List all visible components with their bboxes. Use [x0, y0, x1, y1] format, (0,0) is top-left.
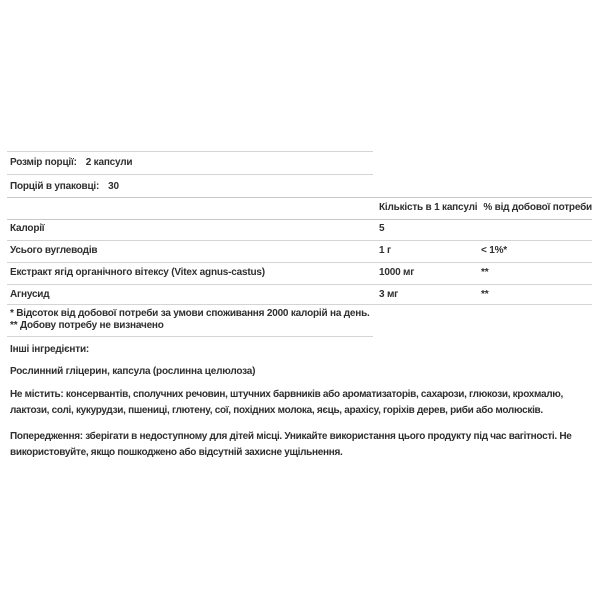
divider	[7, 262, 592, 263]
divider	[7, 304, 592, 305]
table-row	[0, 289, 600, 301]
table-row	[0, 223, 600, 235]
divider	[7, 336, 373, 337]
divider	[7, 219, 592, 220]
nutrient-name: Калорії	[10, 223, 45, 234]
nutrient-amount: 1 г	[379, 245, 391, 256]
warning-paragraph: Попередження: зберігати в недоступному для дітей місці. Уникайте використання цього продукту під час вагітності. Не використовуйте, якщо пошкоджено або відсутній захисне ущільнення.	[10, 431, 572, 458]
footnote-not-established: ** Добову потребу не визначено	[10, 320, 164, 331]
table-row	[0, 267, 600, 279]
servings-per-container-value: 30	[108, 181, 119, 192]
divider	[7, 151, 373, 152]
nutrient-amount: 1000 мг	[379, 267, 415, 278]
other-ingredients-value: Рослинний гліцерин, капсула (рослинна целюлоза)	[10, 366, 256, 377]
divider	[7, 197, 592, 198]
divider	[7, 174, 373, 175]
servings-per-container-label: Порцій в упаковці:	[10, 181, 100, 192]
allergen-free-paragraph: Не містить: консервантів, сполучних речовин, штучних барвників або ароматизаторів, сахарози, глюкози, крохмалю, лактози, солі, кукурудзи, пшениці, глютену, сої, похідних молока, яєць, арахісу, горіхів дерев, риби або молюсків.	[10, 389, 564, 416]
serving-size-label: Розмір порції:	[10, 157, 77, 168]
divider	[7, 284, 592, 285]
footnote-daily-value: * Відсоток від добової потреби за умови споживання 2000 калорій на день.	[10, 308, 370, 319]
table-header-row	[0, 202, 600, 214]
amount-column-header: Кількість в 1 капсулі	[379, 202, 478, 213]
nutrient-dv: **	[481, 267, 489, 278]
divider	[7, 240, 592, 241]
nutrient-amount: 5	[379, 223, 385, 234]
nutrient-dv: **	[481, 289, 489, 300]
dv-column-header: % від добової потреби	[483, 202, 592, 213]
nutrient-name: Агнусид	[10, 289, 50, 300]
servings-per-container-row	[10, 181, 119, 192]
nutrient-dv: < 1%*	[481, 245, 507, 256]
serving-size-value: 2 капсули	[85, 157, 133, 168]
nutrient-amount: 3 мг	[379, 289, 399, 300]
serving-size-row	[10, 157, 132, 168]
other-ingredients-heading: Інші інгредієнти:	[10, 344, 90, 355]
nutrient-name: Усього вуглеводів	[10, 245, 98, 256]
table-row	[0, 245, 600, 257]
nutrient-name: Екстракт ягід органічного вітексу (Vitex agnus-castus)	[10, 267, 265, 278]
